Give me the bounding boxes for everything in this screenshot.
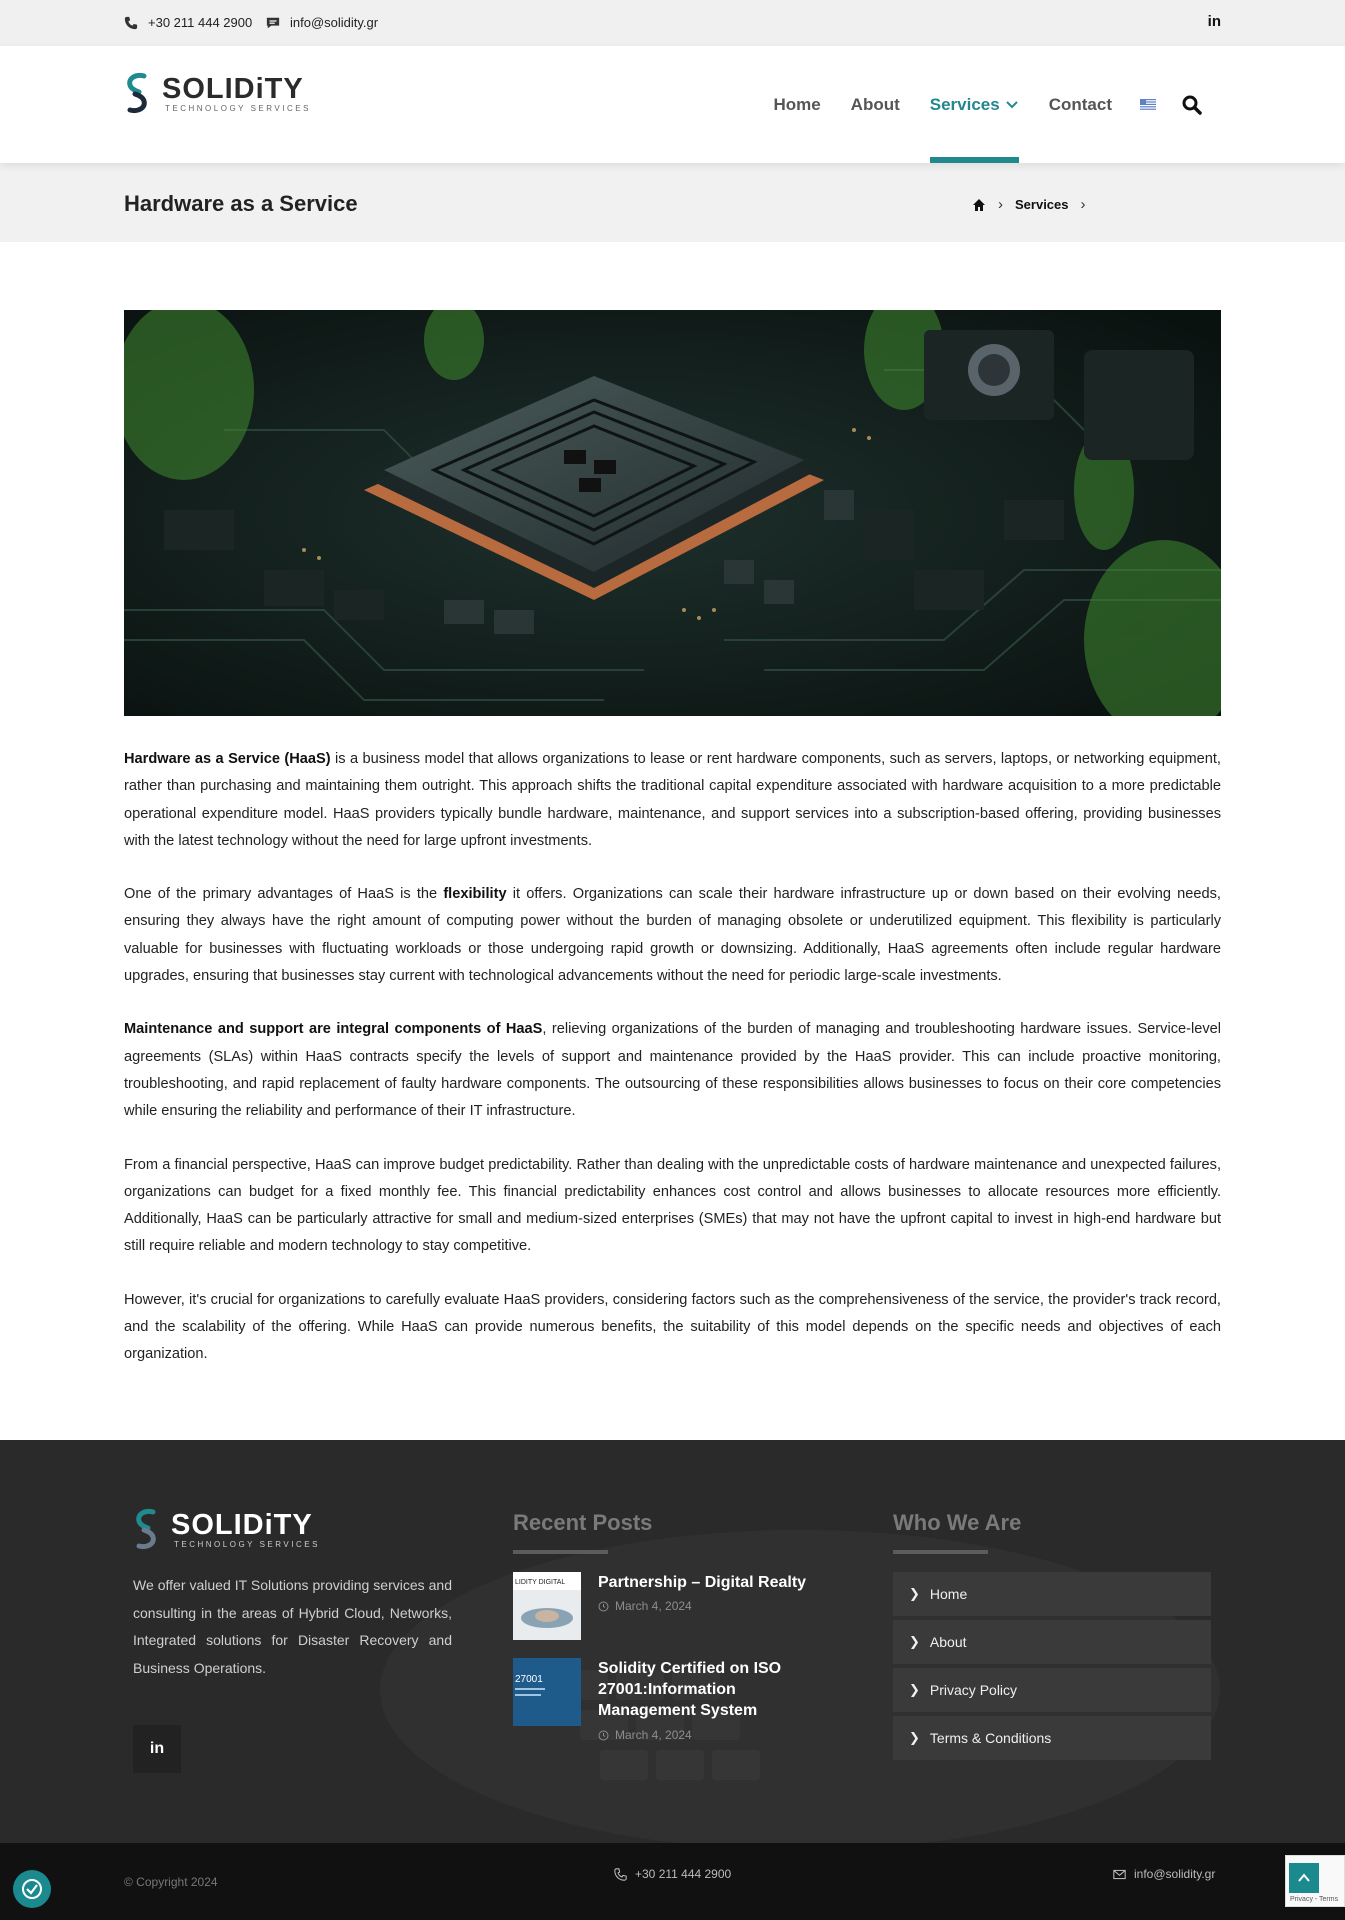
post-thumbnail-handshake[interactable]: [513, 1572, 581, 1640]
breadcrumb-separator-icon: ›: [1080, 196, 1086, 213]
page-title-bar: [0, 163, 1345, 242]
footer-link-about[interactable]: [893, 1620, 1211, 1664]
post-date-text: March 4, 2024: [615, 1728, 692, 1742]
logo-mark-icon: [124, 72, 150, 114]
flexibility-term: flexibility: [443, 886, 507, 903]
footer-link-home[interactable]: [893, 1572, 1211, 1616]
topbar-phone[interactable]: [124, 15, 252, 30]
thumb-text: LIDITY DIGITAL: [515, 1579, 566, 1586]
footer-about-text: We offer valued IT Solutions providing services and consulting in the areas of Hybrid Cloud, Networks, Integrated solutions for Disaster Recovery and Business Operations.: [133, 1577, 452, 1676]
haas-definition: Hardware as a Service (HaaS): [124, 751, 331, 767]
phone-icon: [124, 16, 138, 30]
topbar-email-text: info@solidity.gr: [290, 15, 379, 30]
breadcrumb-separator-icon: ›: [998, 196, 1003, 213]
footer-logo[interactable]: [133, 1508, 320, 1550]
p2-text: it offers. Organizations can scale their hardware infrastructure up or down based on their evolving needs, ensuring they always have the right amount of computing power without the burden of managing obsolete or underutilized equipment. This flexibility is particularly valuable for businesses with fluctuating workloads or those undergoing rapid growth or downsizing. Additionally, HaaS agreements often include regular hardware upgrades, ensuring that businesses stay current with technological advancements without the need for periodic large-scale investments.: [124, 886, 1221, 985]
envelope-icon: [1113, 1868, 1126, 1881]
post-title[interactable]: Partnership – Digital Realty: [598, 1574, 807, 1591]
circuit-board-illustration: [124, 310, 1221, 716]
article-paragraph: From a financial perspective, HaaS can improve budget predictability. Rather than dealing with the unpredictable costs of hardware maintenance and unexpected failures, organizations can budget for a fixed monthly fee. This financial predictability enhances cost control and allows businesses to allocate resources more efficiently. Additionally, HaaS can be particularly attractive for small and medium-sized enterprises (SMEs) that may not have the upfront capital to invest in high-end hardware but still require reliable and modern technology to stay competitive.: [124, 1156, 1221, 1255]
footer-linkedin-icon[interactable]: in: [133, 1725, 181, 1773]
site-header: [0, 46, 1345, 163]
bottom-phone-text: +30 211 444 2900: [635, 1867, 732, 1881]
p2-pre: One of the primary advantages of HaaS is the: [124, 886, 444, 903]
logo-tagline: TECHNOLOGY SERVICES: [165, 103, 311, 113]
chevron-right-icon: ❯: [909, 1682, 920, 1697]
footer-link-terms[interactable]: [893, 1716, 1211, 1760]
footer-link-privacy[interactable]: [893, 1668, 1211, 1712]
recaptcha-text: Privacy - Terms: [1290, 1896, 1339, 1903]
bottom-bar: [0, 1843, 1345, 1920]
chevron-right-icon: ❯: [909, 1586, 920, 1601]
footer-link-label: Privacy Policy: [929, 1682, 1018, 1698]
bottom-email-text: info@solidity.gr: [1134, 1867, 1216, 1881]
top-bar: [0, 0, 1345, 46]
chevron-up-icon: [1297, 1871, 1311, 1885]
cookie-settings-button[interactable]: [13, 1870, 51, 1908]
home-icon[interactable]: [972, 198, 986, 212]
maintenance-term: Maintenance and support are integral components of HaaS: [124, 1021, 543, 1038]
p1-text: is a business model that allows organizations to lease or rent hardware components, such as servers, laptops, or networking equipment, rather than purchasing and maintaining them outright. This approach shifts the traditional capital expenditure associated with hardware acquisition to a more predictable operational expenditure model. HaaS providers typically bundle hardware, maintenance, and support services into a subscription-based offering, providing businesses with the latest technology without the need for large upfront investments.: [124, 751, 1221, 849]
footer-logo-tagline: TECHNOLOGY SERVICES: [174, 1539, 320, 1549]
nav-contact[interactable]: Contact: [1048, 94, 1112, 114]
post-thumbnail-iso[interactable]: [513, 1658, 581, 1726]
bottom-email[interactable]: [1113, 1867, 1215, 1881]
hero-image: [124, 310, 1221, 716]
breadcrumb-services[interactable]: Services: [1015, 197, 1069, 212]
post-date: [598, 1728, 692, 1742]
clock-icon: [598, 1601, 609, 1612]
main-nav: [743, 46, 1202, 163]
nav-home[interactable]: Home: [773, 94, 821, 114]
p3-text: , relieving organizations of the burden of managing and troubleshooting hardware issues. Service-level agreements (SLAs) within HaaS contracts specify the levels of support and maintenance provided by the HaaS provider. This can include proactive monitoring, troubleshooting, and rapid replacement of faulty hardware components. The outsourcing of these responsibilities allows businesses to focus on their core competencies while ensuring the reliability and performance of their IT infrastructure.: [124, 1021, 1221, 1120]
search-icon[interactable]: [1182, 95, 1202, 115]
language-flag-icon[interactable]: [1140, 99, 1156, 110]
logo[interactable]: [124, 72, 311, 114]
copyright: © Copyright 2024: [124, 1875, 218, 1889]
post-title[interactable]: Solidity Certified on ISO 27001:Information Management System: [598, 1660, 782, 1719]
article-paragraph: [124, 1016, 1221, 1125]
scroll-to-top-button[interactable]: [1289, 1863, 1319, 1893]
chat-icon: [266, 16, 280, 30]
nav-about[interactable]: About: [850, 94, 900, 114]
phone-icon: [614, 1868, 627, 1881]
article-paragraph: [124, 746, 1221, 855]
chevron-right-icon: ❯: [909, 1634, 920, 1649]
chevron-right-icon: ❯: [909, 1730, 920, 1745]
nav-services[interactable]: [930, 46, 1019, 163]
page-title: Hardware as a Service: [124, 191, 358, 216]
article-paragraph: [124, 881, 1221, 990]
post-date-text: March 4, 2024: [615, 1599, 692, 1613]
site-footer: [0, 1440, 1345, 1843]
thumb-text: 27001: [515, 1674, 543, 1685]
topbar-phone-text: +30 211 444 2900: [148, 15, 253, 30]
nav-services-label: Services: [929, 94, 1000, 114]
article-body: [124, 746, 1221, 1395]
heading-underline: [513, 1550, 608, 1554]
chevron-down-icon: [1005, 98, 1019, 112]
topbar-email[interactable]: [266, 15, 378, 30]
article-paragraph: However, it's crucial for organizations to carefully evaluate HaaS providers, considering factors such as the comprehensiveness of the service, the provider's track record, and the scalability of the offering. While HaaS can provide numerous benefits, the suitability of this model depends on the specific needs and objectives of each organization.: [124, 1291, 1221, 1363]
logo-name: SOLIDiTY: [162, 72, 304, 105]
breadcrumb: [972, 196, 1086, 213]
who-we-are-heading: Who We Are: [893, 1510, 1022, 1535]
post-date: [598, 1599, 692, 1613]
heading-underline: [893, 1550, 988, 1554]
footer-link-label: Home: [929, 1586, 968, 1602]
footer-logo-name: SOLIDiTY: [171, 1508, 313, 1541]
clock-icon: [598, 1730, 609, 1741]
cookie-consent-icon: [20, 1877, 44, 1901]
recent-posts-heading: Recent Posts: [513, 1510, 653, 1535]
footer-link-label: About: [929, 1634, 967, 1650]
logo-mark-icon: [133, 1508, 159, 1550]
linkedin-icon[interactable]: in: [1207, 13, 1221, 30]
bottom-phone[interactable]: [614, 1867, 731, 1881]
footer-link-label: Terms & Conditions: [929, 1730, 1052, 1746]
